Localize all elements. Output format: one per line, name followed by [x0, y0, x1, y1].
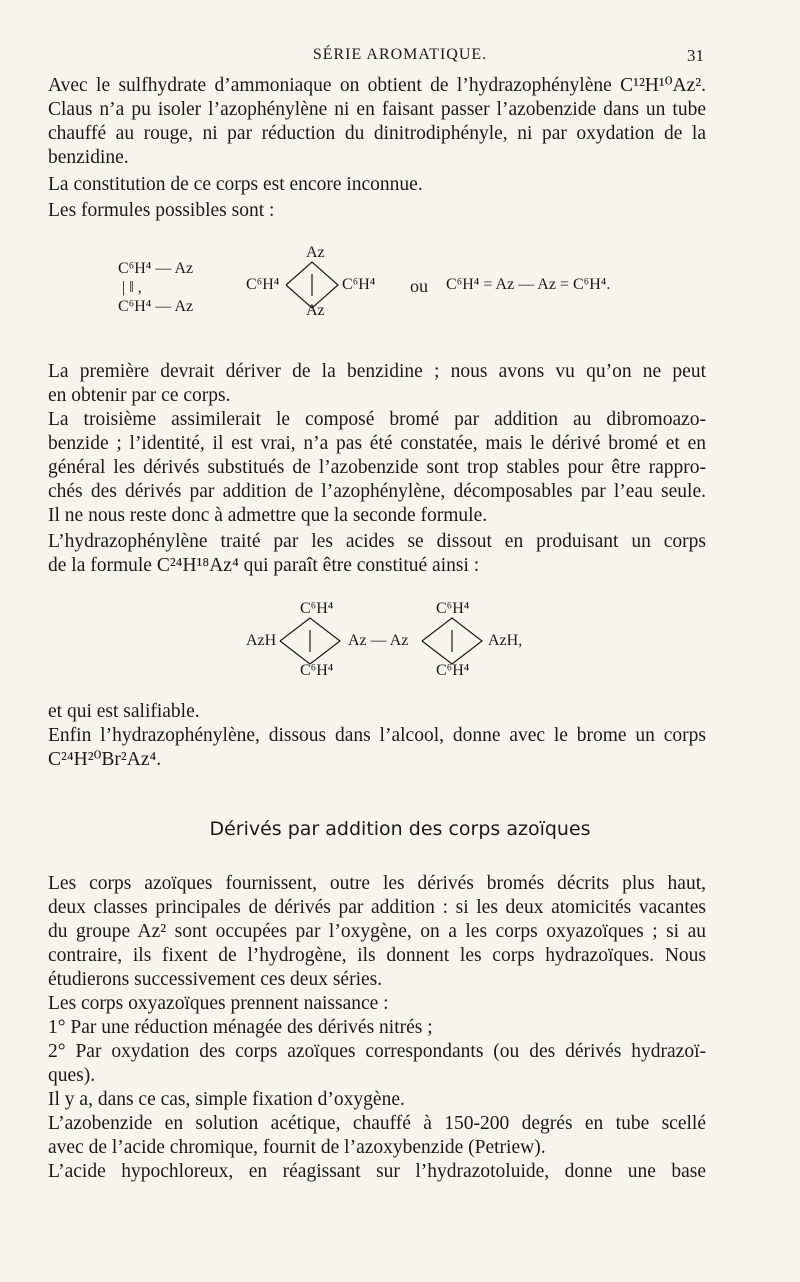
formula2-bottom-right: C⁶H⁴ [436, 662, 470, 679]
text-line: contraire, ils fixent de l’hydrogène, ils donnent les corps hydrazoïques. Nous [48, 945, 706, 966]
text-line: chés des dérivés par addition de l’azophénylène, décomposables par l’eau seule. [48, 481, 706, 502]
text-line: deux classes principales de dérivés par addition : si les deux atomicités vacantes [48, 897, 706, 918]
paragraph-hydrazophenylene [48, 74, 706, 170]
structural-formula-2 [0, 598, 800, 690]
text-line: Claus n’a pu isoler l’azophénylène ni en faisant passer l’azobenzide dans un tube [48, 99, 706, 120]
text-line: La première devrait dériver de la benzidine ; nous avons vu qu’on ne peut [48, 361, 706, 382]
text-line: de la formule C²⁴H¹⁸Az⁴ qui paraît être constitué ainsi : [48, 555, 480, 576]
text-line: en obtenir par ce corps. [48, 385, 231, 406]
formula2-center: Az — Az [348, 632, 409, 649]
paragraph-brome [48, 724, 706, 772]
text-line: étudierons successivement ces deux séries. [48, 969, 383, 990]
text-line: chauffé au rouge, ni par réduction du dinitrodiphényle, ni par oxydation de la [48, 123, 706, 144]
text-line: La troisième assimilerait le composé bromé par addition au dibromoazo- [48, 409, 706, 430]
paragraph-seconde-formule [48, 504, 706, 528]
text-line: C²⁴H²⁰Br²Az⁴. [48, 749, 162, 770]
formula2-azh-right: AzH, [488, 632, 523, 649]
text-line: Enfin l’hydrazophénylène, dissous dans l’alcool, donne avec le brome un corps [48, 725, 706, 746]
paragraph-premiere [48, 360, 706, 408]
formula2-bottom-left: C⁶H⁴ [300, 662, 334, 679]
formula2-top-left: C⁶H⁴ [300, 600, 334, 617]
paragraph-naissance [48, 992, 706, 1016]
paragraph-hypochloreux [48, 1160, 706, 1184]
text-line: ques). [48, 1065, 96, 1086]
formula-ou: ou [410, 276, 428, 296]
paragraph-formules [48, 199, 706, 223]
formula2-azh-left: AzH [246, 632, 277, 649]
formula-left-bonds: | ‖ , [122, 279, 142, 296]
text-line: L’acide hypochloreux, en réagissant sur l’hydrazotoluide, donne une base [48, 1161, 706, 1182]
text-line: L’azobenzide en solution acétique, chauffé à 150-200 degrés en tube scellé [48, 1113, 706, 1134]
text-line: du groupe Az² sont occupées par l’oxygène, on a les corps oxyazoïques ; si au [48, 921, 706, 942]
formula-mid-left: C⁶H⁴ [246, 276, 280, 293]
paragraph-corps-azoiques [48, 872, 706, 992]
formula-mid-top-az: Az [306, 244, 325, 261]
text-line: benzide ; l’identité, il est vrai, n’a pas été constatée, mais le dérivé bromé et en [48, 433, 706, 454]
section-heading: Dérivés par addition des corps azoïques [209, 818, 591, 840]
text-line: Les formules possibles sont : [48, 200, 275, 221]
paragraph-fixation [48, 1088, 706, 1112]
formula-left-top: C⁶H⁴ — Az [118, 260, 194, 277]
text-line: avec de l’acide chromique, fournit de l’azoxybenzide (Petriew). [48, 1137, 546, 1158]
formula-mid-right: C⁶H⁴ [342, 276, 376, 293]
text-line: et qui est salifiable. [48, 701, 200, 722]
list-item-2 [48, 1040, 706, 1088]
text-line: Les corps azoïques fournissent, outre les dérivés bromés décrits plus haut, [48, 873, 706, 894]
paragraph-constitution [48, 173, 706, 197]
list-item-1 [48, 1016, 706, 1040]
text-line: Il ne nous reste donc à admettre que la seconde formule. [48, 505, 488, 526]
paragraph-acides [48, 530, 706, 578]
formula2-top-right: C⁶H⁴ [436, 600, 470, 617]
text-line: général les dérivés substitués de l’azobenzide sont trop stables pour être rappro- [48, 457, 706, 478]
text-line: Les corps oxyazoïques prennent naissance : [48, 993, 389, 1014]
paragraph-azobenzide [48, 1112, 706, 1160]
structural-formulas-1 [0, 240, 800, 330]
text-line: L’hydrazophénylène traité par les acides se dissout en produisant un corps [48, 531, 706, 552]
formula-mid-bottom-az: Az [306, 302, 325, 319]
running-title: SÉRIE AROMATIQUE. [312, 46, 488, 63]
text-line: Avec le sulfhydrate d’ammoniaque on obtient de l’hydrazophénylène C¹²H¹⁰Az². [48, 75, 706, 96]
text-line: Il y a, dans ce cas, simple fixation d’oxygène. [48, 1089, 405, 1110]
text-line: La constitution de ce corps est encore inconnue. [48, 174, 423, 195]
text-line: 2° Par oxydation des corps azoïques correspondants (ou des dérivés hydrazoï- [48, 1041, 706, 1062]
page-number: 31 [687, 46, 704, 65]
paragraph-troisieme [48, 408, 706, 504]
formula-left-bottom: C⁶H⁴ — Az [118, 298, 194, 315]
text-line: benzidine. [48, 147, 129, 168]
paragraph-salifiable [48, 700, 706, 724]
text-line: 1° Par une réduction ménagée des dérivés nitrés ; [48, 1017, 433, 1038]
running-header [0, 46, 800, 70]
formula-right: C⁶H⁴ = Az — Az = C⁶H⁴. [446, 276, 611, 293]
